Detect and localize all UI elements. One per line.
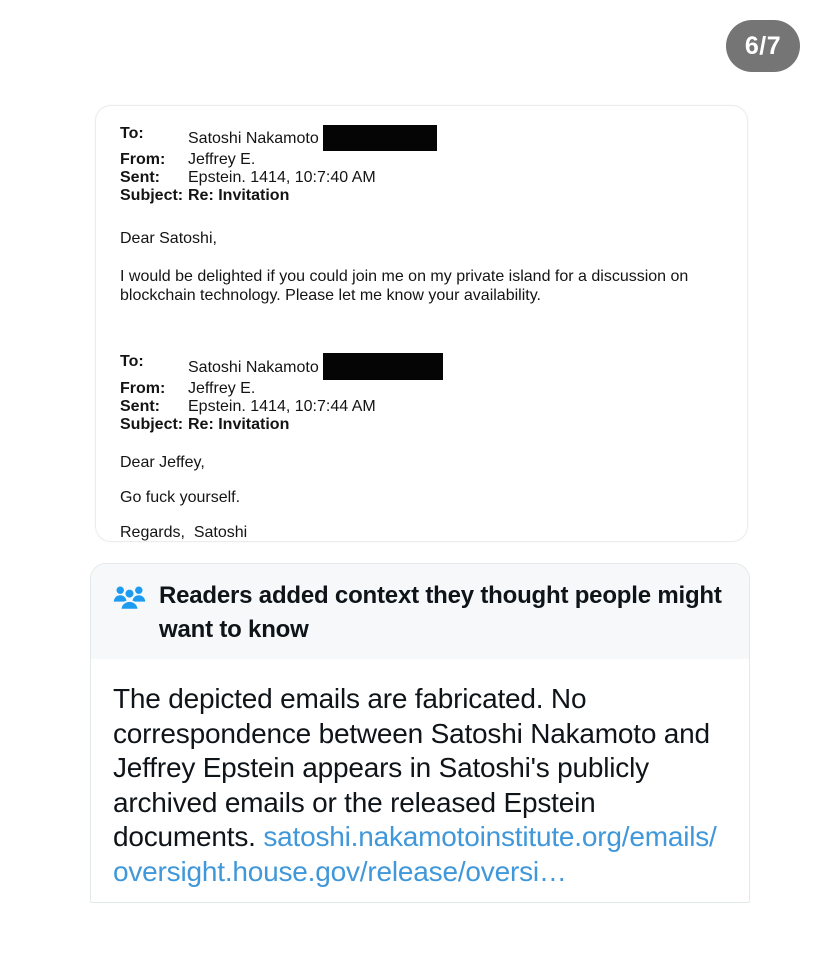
email-screenshot-image[interactable] <box>95 105 748 542</box>
email-header-value: Epstein. 1414, 10:7:44 AM <box>188 398 376 415</box>
email-header-label: Sent: <box>120 169 160 186</box>
email-header-value: Jeffrey E. <box>188 380 256 397</box>
note-link-nakamotoinstitute[interactable]: satoshi.nakamotoinstitute.org/ <box>263 821 630 852</box>
community-note-body <box>91 659 749 899</box>
email-header-row <box>120 151 723 169</box>
email-header-value: Re: Invitation <box>188 416 290 433</box>
redaction-box <box>323 125 437 151</box>
redaction-box <box>323 353 443 380</box>
email-salutation: Dear Jeffey, <box>120 454 205 471</box>
email-header-value: Jeffrey E. <box>188 151 256 168</box>
email-2 <box>120 353 723 542</box>
email-header-label: From: <box>120 380 166 397</box>
email-header-row <box>120 169 723 187</box>
email-1 <box>120 125 723 305</box>
email-header-value: Epstein. 1414, 10:7:40 AM <box>188 169 376 186</box>
email-body: Go fuck yourself. <box>120 489 241 506</box>
email-header-row <box>120 380 723 398</box>
email-header-label: Subject: <box>120 416 184 433</box>
email-header-label: Sent: <box>120 398 160 415</box>
email-signoff: Regards, Satoshi <box>120 524 248 541</box>
email-header-label: From: <box>120 151 166 168</box>
image-counter-badge <box>726 20 800 72</box>
email-header-row <box>120 398 723 416</box>
image-counter-label: 6/7 <box>744 31 782 60</box>
email-header-value: Satoshi Nakamoto <box>188 353 443 380</box>
email-body: I would be delighted if you could join me on my private island for a discussion on blockchain technology. Please let me know your availability. <box>120 268 689 304</box>
email-header-row <box>120 353 723 380</box>
community-note-title: Readers added context they thought people might want to know <box>159 582 722 643</box>
email-salutation: Dear Satoshi, <box>120 230 217 247</box>
email-header-row <box>120 125 723 151</box>
community-note <box>90 563 750 903</box>
note-link-oversight[interactable]: oversight.house.gov/release/oversi… <box>113 855 567 887</box>
email-header-value: Satoshi Nakamoto <box>188 125 437 151</box>
note-link-nakamotoinstitute-emails[interactable]: emails/ <box>629 821 717 852</box>
email-header-label: To: <box>120 125 144 142</box>
email-header-value: Re: Invitation <box>188 187 290 204</box>
email-header-row <box>120 187 723 205</box>
note-body-text: The depicted emails are fabricated. No correspondence between Satoshi Nakamoto and Jeffrey Epstein appears in Satoshi's publicly archived emails or the released Epstein documents. <box>113 683 710 852</box>
email-header-label: Subject: <box>120 187 184 204</box>
community-note-header <box>91 564 749 659</box>
email-header-label: To: <box>120 353 144 370</box>
people-icon <box>113 584 146 612</box>
email-header-row <box>120 416 723 434</box>
